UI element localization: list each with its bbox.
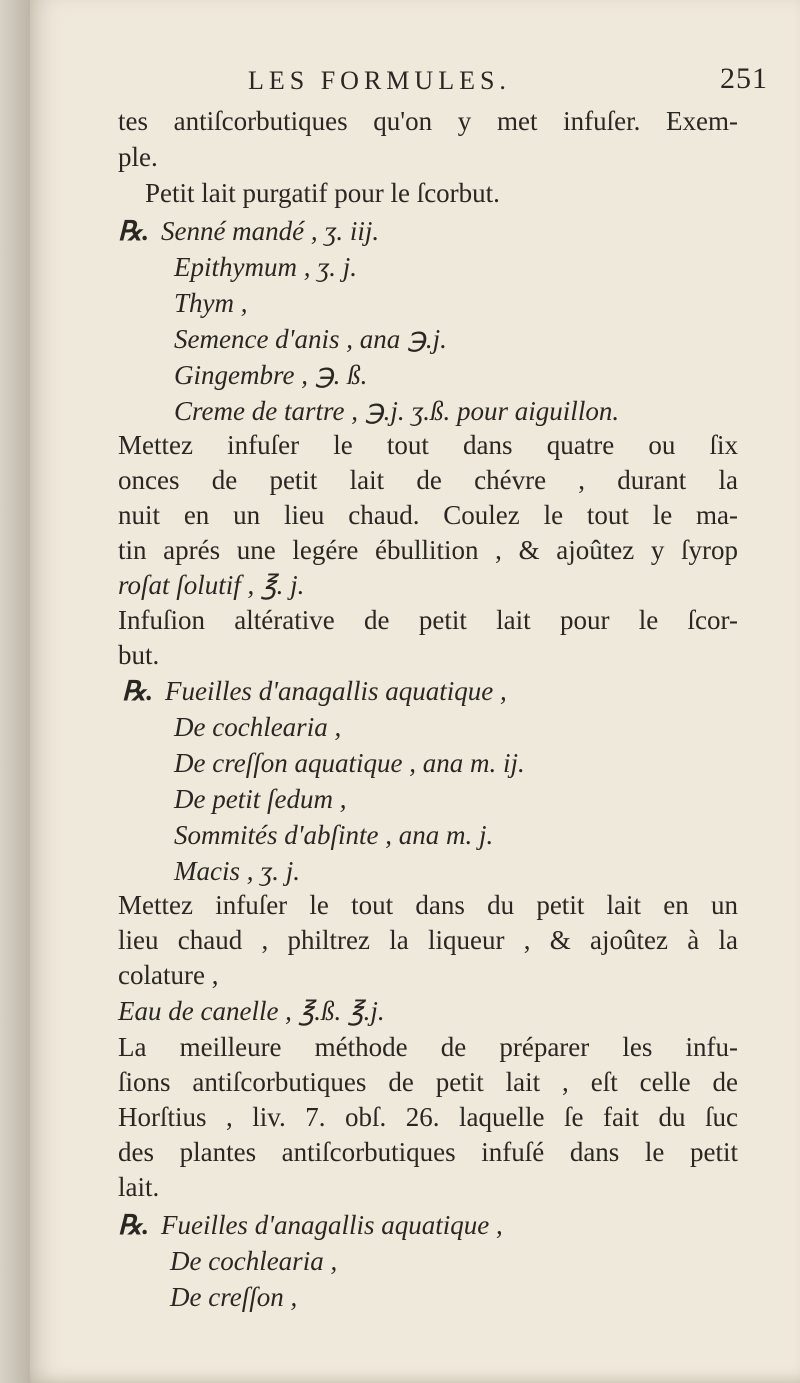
text-line: tes antiſcorbutiques qu'on y met infuſer. Exem- <box>118 106 738 136</box>
page-header <box>248 62 768 102</box>
text-line: des plantes antiſcorbutiques infuſé dans le petit <box>118 1137 738 1167</box>
text-line: nuit en un lieu chaud. Coulez le tout le ma- <box>118 500 738 530</box>
recipe-line: De cochlearia , <box>170 1246 338 1276</box>
recipe-line: Gingembre , ℈. ß. <box>174 360 368 390</box>
page-number: 251 <box>720 62 768 95</box>
recipe-symbol: ℞. <box>118 1210 149 1240</box>
recipe-line: ℞. Senné mandé , ʒ. iij. <box>118 216 380 246</box>
text-line: Mettez infuſer le tout dans du petit lait en un <box>118 890 738 920</box>
text-line: ſions antiſcorbutiques de petit lait , eſt celle de <box>118 1067 738 1097</box>
running-title: LES FORMULES. <box>248 66 511 95</box>
recipe-line: ℞. Fueilles d'anagallis aquatique , <box>118 1210 503 1240</box>
recipe-line: Semence d'anis , ana ℈.j. <box>174 324 447 354</box>
recipe-line: De cochlearia , <box>174 712 342 742</box>
book-page <box>30 0 800 1383</box>
text-line: roſat ſolutif , ℥. j. <box>118 570 305 600</box>
text-line: lait. <box>118 1172 160 1202</box>
recipe-line: Sommités d'abſinte , ana m. j. <box>174 820 494 850</box>
recipe-symbol: ℞. <box>122 676 153 706</box>
text-line: ple. <box>118 142 158 172</box>
text-line: colature , <box>118 960 219 990</box>
recipe-line: De creſſon aquatique , ana m. ij. <box>174 748 525 778</box>
recipe-line: Epithymum , ʒ. j. <box>174 252 357 282</box>
recipe-line: Thym , <box>174 288 248 318</box>
recipe-line: Creme de tartre , ℈.j. ʒ.ß. pour aiguillon. <box>174 396 620 426</box>
text-line: Mettez infuſer le tout dans quatre ou ſix <box>118 430 738 460</box>
recipe-line: De petit ſedum , <box>174 784 347 814</box>
text-line: Infuſion altérative de petit lait pour le ſcor- <box>118 605 738 635</box>
recipe-line: Eau de canelle , ℥.ß. ℥.j. <box>118 996 385 1026</box>
recipe-line: ℞. Fueilles d'anagallis aquatique , <box>122 676 507 706</box>
text-line: Horſtius , liv. 7. obſ. 26. laquelle ſe fait du ſuc <box>118 1102 738 1132</box>
text-line: but. <box>118 640 160 670</box>
page-edge <box>0 0 30 1383</box>
text-line: lieu chaud , philtrez la liqueur , & ajoûtez à la <box>118 925 738 955</box>
text-line: onces de petit lait de chévre , durant la <box>118 465 738 495</box>
recipe-line: Macis , ʒ. j. <box>174 856 300 886</box>
text-line: Petit lait purgatif pour le ſcorbut. <box>145 178 500 208</box>
recipe-line: De creſſon , <box>170 1282 298 1312</box>
recipe-symbol: ℞. <box>118 216 149 246</box>
text-line: tin aprés une legére ébullition , & ajoûtez y ſyrop <box>118 535 738 565</box>
text-line: La meilleure méthode de préparer les infu- <box>118 1032 738 1062</box>
